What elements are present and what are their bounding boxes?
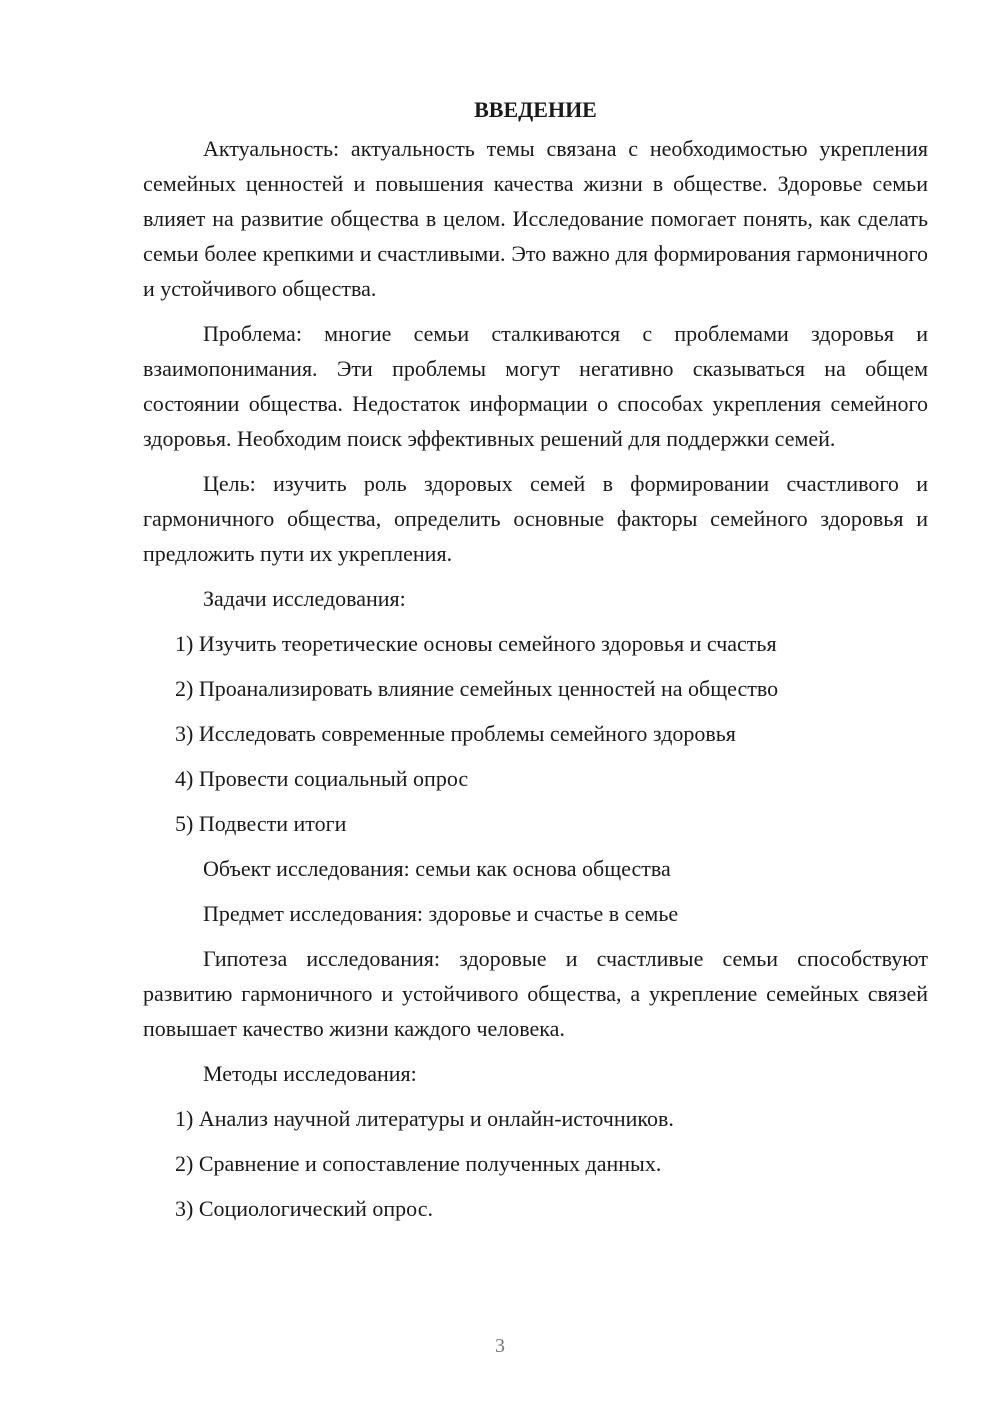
task-item: 3) Исследовать современные проблемы семейного здоровья (175, 721, 736, 746)
task-item: 4) Провести социальный опрос (175, 766, 469, 791)
method-item: 1) Анализ научной литературы и онлайн-источников. (175, 1106, 674, 1131)
method-item: 3) Социологический опрос. (175, 1196, 433, 1221)
task-item: 5) Подвести итоги (175, 811, 347, 836)
research-subject: Предмет исследования: здоровье и счастье в семье (203, 901, 679, 926)
research-object: Объект исследования: семьи как основа общества (203, 856, 671, 881)
hypothesis-paragraph: Гипотеза исследования: здоровые и счастливые семьи способствуют развитию гармоничного и устойчивого общества, а укрепление семейных связей повышает качество жизни каждого человека. (143, 946, 928, 1041)
method-item: 2) Сравнение и сопоставление полученных данных. (175, 1151, 662, 1176)
tasks-label: Задачи исследования: (203, 586, 406, 611)
methods-label: Методы исследования: (203, 1061, 417, 1086)
document-page (143, 90, 928, 1236)
task-item: 1) Изучить теоретические основы семейного здоровья и счастья (175, 631, 777, 656)
page-number: 3 (495, 1335, 505, 1357)
page-title: ВВЕДЕНИЕ (474, 97, 597, 122)
task-item: 2) Проанализировать влияние семейных ценностей на общество (175, 676, 779, 701)
relevance-paragraph: Актуальность: актуальность темы связана с необходимостью укрепления семейных ценностей и повышения качества жизни в обществе. Здоровье семьи влияет на развитие общества в целом. Исследование помогает понять, как сделать семьи более крепкими и счастливыми. Это важно для формирования гармоничного и устойчивого общества. (143, 136, 928, 301)
problem-paragraph: Проблема: многие семьи сталкиваются с проблемами здоровья и взаимопонимания. Эти проблемы могут негативно сказываться на общем состоянии общества. Недостаток информации о способах укрепления семейного здоровья. Необходим поиск эффективных решений для поддержки семей. (143, 321, 928, 451)
goal-paragraph: Цель: изучить роль здоровых семей в формировании счастливого и гармоничного общества, определить основные факторы семейного здоровья и предложить пути их укрепления. (143, 471, 928, 566)
